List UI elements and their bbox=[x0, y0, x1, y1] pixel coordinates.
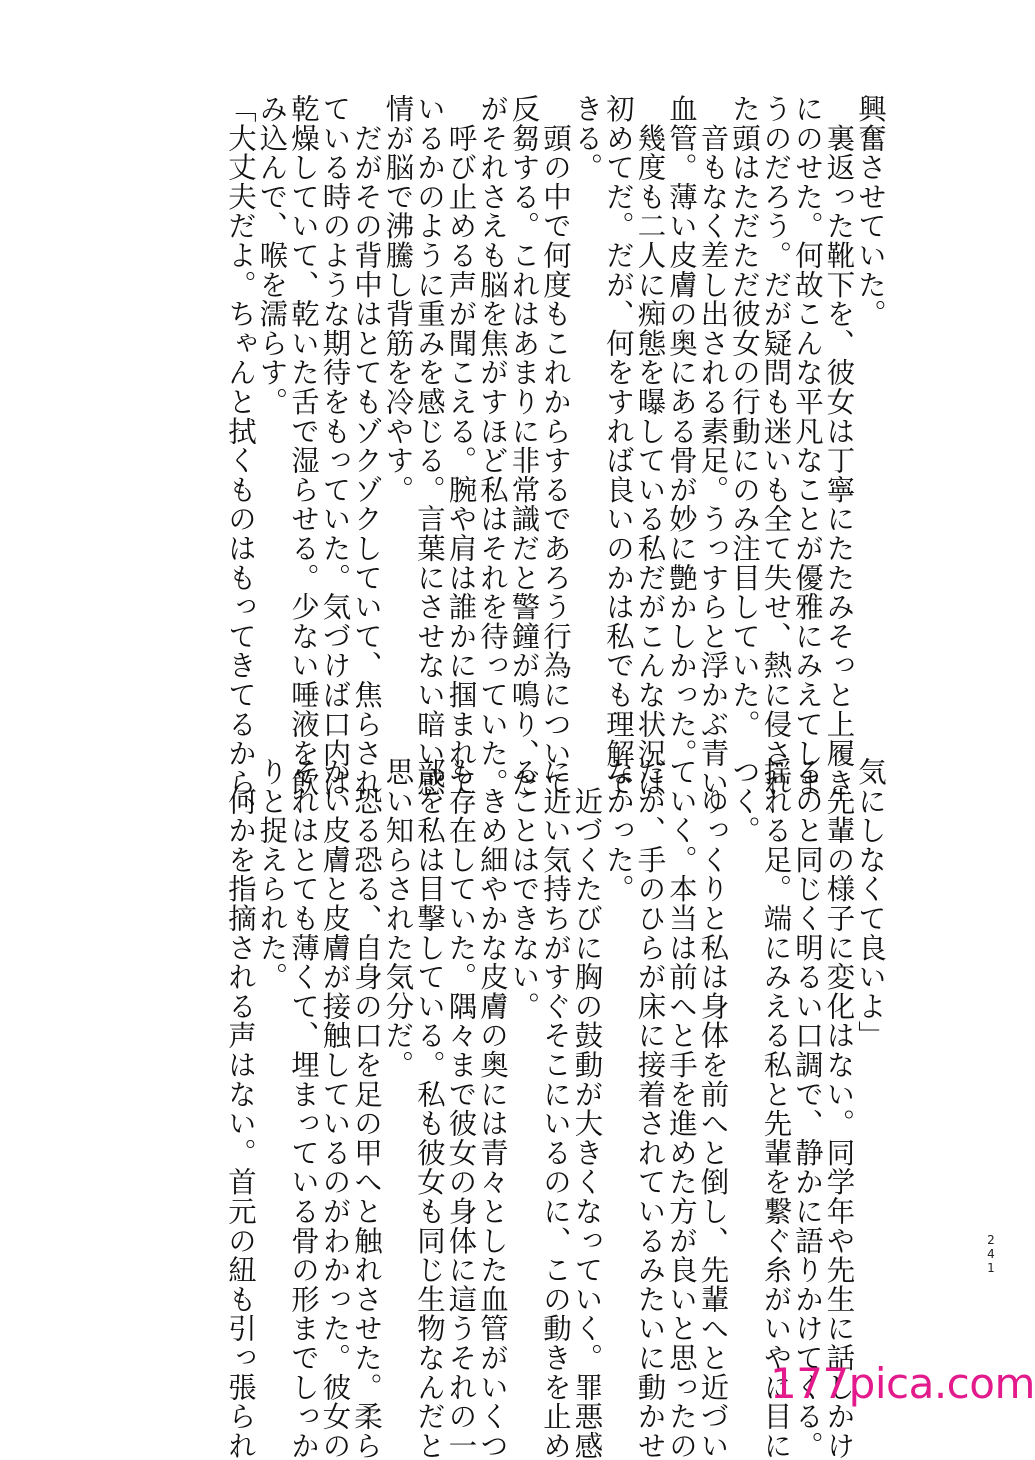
page-number-digit: 2 bbox=[987, 1233, 995, 1247]
text-line: だがその背中はとてもゾクゾクしていて、焦らされ bbox=[350, 94, 383, 798]
text-line: 音もなく差し出される素足。うっすらと浮かぶ青い bbox=[696, 94, 730, 798]
text-line: 初めてだ。だが、何をすれば良いのかは私でも理解で bbox=[602, 94, 635, 798]
page-number-digit: 4 bbox=[987, 1247, 995, 1261]
text-line: ていく。本当は前へと手を進めた方が良いと思ったの bbox=[665, 757, 698, 1460]
text-line: 血管。薄い皮膚の奥にある骨が妙に艶かしかった。 bbox=[665, 94, 698, 768]
text-line: 先輩の様子に変化はない。同学年や先生に話しかけ bbox=[822, 757, 856, 1460]
text-line: に近い気持ちがすぐそこにいるのに、この動きを止め bbox=[539, 757, 572, 1460]
text-line: いるかのように重みを感じる。言葉にさせない暗い感 bbox=[413, 94, 446, 798]
text-line: きめ細やかな皮膚の奥には青々とした血管がいくつ bbox=[476, 757, 509, 1460]
text-line: りと捉えられた。 bbox=[255, 757, 289, 992]
text-line: かい皮膚と皮膚が接触しているのがわかった。彼女の bbox=[318, 757, 352, 1460]
text-line: 思い知らされた気分だ。 bbox=[381, 757, 415, 1080]
text-line: も存在していた。隅々まで彼女の身体に這うそれの一 bbox=[444, 757, 478, 1460]
text-line: 反芻する。これはあまりに非常識だと警鐘が鳴り、だ bbox=[507, 94, 541, 798]
text-line: だが、手のひらが床に接着されているみたいに動かせ bbox=[633, 757, 667, 1460]
text-line: るのと同じく明るい口調で、静かに語りかけてくる。 bbox=[791, 757, 824, 1460]
text-line: なかった。 bbox=[602, 757, 635, 904]
text-line: 部を私は目撃している。私も彼女も同じ生物なんだと bbox=[413, 757, 446, 1460]
lower-text-block bbox=[118, 757, 887, 1460]
text-line: ゆっくりと私は身体を前へと倒し、先輩へと近づい bbox=[696, 757, 730, 1460]
text-line: 裏返った靴下を、彼女は丁寧にたたみそっと上履き bbox=[822, 94, 856, 798]
text-line: ることはできない。 bbox=[507, 757, 541, 1021]
text-line: 気にしなくて良いよ」 bbox=[854, 757, 887, 1050]
text-line: 情が脳で沸騰し背筋を冷やす。 bbox=[381, 94, 415, 505]
text-line: 「大丈夫だよ。ちゃんと拭くものはもってきてるから、 bbox=[224, 94, 257, 827]
watermark-text: 177pica.com bbox=[770, 1359, 1035, 1408]
text-line: 揺れる足。端にみえる私と先輩を繋ぐ糸がいやに目に bbox=[759, 757, 793, 1460]
page-number-digit: 1 bbox=[987, 1261, 995, 1275]
text-line: つく。 bbox=[728, 757, 761, 845]
text-line: 呼び止める声が聞こえる。腕や肩は誰かに掴まれて bbox=[444, 94, 478, 798]
text-line: ている時のような期待をもっていた。気づけば口内は bbox=[318, 94, 352, 798]
text-line: うのだろう。だが疑問も迷いも全て失せ、熱に侵され bbox=[759, 94, 793, 798]
text-line: た頭はただただ彼女の行動にのみ注目していた。 bbox=[728, 94, 761, 739]
text-line: 恐る恐る、自身の口を足の甲へと触れさせた。柔ら bbox=[350, 757, 383, 1460]
text-line: 乾燥していて、乾いた舌で湿らせる。少ない唾液を飲 bbox=[287, 94, 320, 798]
text-line: 何かを指摘される声はない。首元の紐も引っ張られ bbox=[224, 757, 257, 1460]
page-number-digits bbox=[981, 1233, 1001, 1275]
text-line: それはとても薄くて、埋まっている骨の形までしっか bbox=[287, 757, 320, 1460]
text-line: にのせた。何故こんな平凡なことが優雅にみえてしま bbox=[791, 94, 824, 798]
text-line: 近づくたびに胸の鼓動が大きくなっていく。罪悪感 bbox=[570, 757, 604, 1460]
text-line: きる。 bbox=[570, 94, 604, 182]
text-line: がそれさえも脳を焦がすほど私はそれを待っていた。 bbox=[476, 94, 509, 798]
page-number bbox=[981, 1233, 1001, 1275]
text-line: 興奮させていた。 bbox=[854, 94, 887, 329]
text-line: み込んで、喉を濡らす。 bbox=[255, 94, 289, 417]
text-line: 頭の中で何度もこれからするであろう行為について bbox=[539, 94, 572, 798]
text-line: 幾度も二人に痴態を曝している私だがこんな状況は bbox=[633, 94, 667, 798]
